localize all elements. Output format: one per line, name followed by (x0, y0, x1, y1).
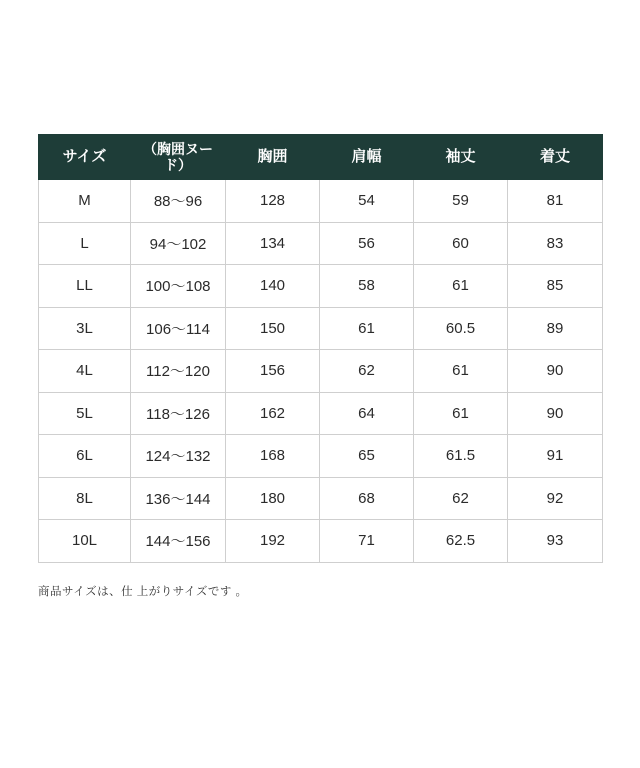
cell-bust: 128 (226, 180, 320, 223)
table-body (39, 180, 603, 563)
cell-size: 5L (39, 392, 131, 435)
cell-bust: 180 (226, 477, 320, 520)
cell-bust: 156 (226, 350, 320, 393)
cell-length: 81 (508, 180, 603, 223)
column-header-bust: 胸囲 (226, 135, 320, 180)
column-header-bust-nude: （胸囲ヌード） (131, 135, 226, 180)
cell-shoulder: 68 (320, 477, 414, 520)
cell-sleeve: 62 (414, 477, 508, 520)
cell-bust-nude: 112〜120 (131, 350, 226, 393)
cell-bust: 162 (226, 392, 320, 435)
cell-sleeve: 61.5 (414, 435, 508, 478)
cell-length: 90 (508, 392, 603, 435)
size-table (38, 134, 603, 563)
table-row (39, 265, 603, 308)
cell-size: M (39, 180, 131, 223)
cell-size: 10L (39, 520, 131, 563)
cell-bust: 150 (226, 307, 320, 350)
table-row (39, 520, 603, 563)
cell-bust: 192 (226, 520, 320, 563)
cell-length: 91 (508, 435, 603, 478)
cell-size: 8L (39, 477, 131, 520)
cell-sleeve: 62.5 (414, 520, 508, 563)
cell-bust: 134 (226, 222, 320, 265)
cell-bust-nude: 94〜102 (131, 222, 226, 265)
table-header-row (39, 135, 603, 180)
cell-bust: 140 (226, 265, 320, 308)
cell-bust-nude: 118〜126 (131, 392, 226, 435)
cell-shoulder: 58 (320, 265, 414, 308)
cell-sleeve: 60 (414, 222, 508, 265)
table-row (39, 222, 603, 265)
cell-sleeve: 61 (414, 350, 508, 393)
cell-length: 83 (508, 222, 603, 265)
cell-size: L (39, 222, 131, 265)
cell-shoulder: 54 (320, 180, 414, 223)
cell-size: 4L (39, 350, 131, 393)
column-header-shoulder: 肩幅 (320, 135, 414, 180)
cell-size: 3L (39, 307, 131, 350)
cell-bust-nude: 88〜96 (131, 180, 226, 223)
table-row (39, 180, 603, 223)
cell-size: 6L (39, 435, 131, 478)
table-row (39, 392, 603, 435)
size-chart-content (38, 134, 602, 599)
cell-length: 92 (508, 477, 603, 520)
cell-shoulder: 71 (320, 520, 414, 563)
cell-bust-nude: 100〜108 (131, 265, 226, 308)
cell-sleeve: 60.5 (414, 307, 508, 350)
table-row (39, 350, 603, 393)
cell-bust-nude: 136〜144 (131, 477, 226, 520)
cell-size: LL (39, 265, 131, 308)
cell-bust-nude: 106〜114 (131, 307, 226, 350)
table-header (39, 135, 603, 180)
column-header-sleeve: 袖丈 (414, 135, 508, 180)
cell-sleeve: 61 (414, 265, 508, 308)
cell-bust-nude: 124〜132 (131, 435, 226, 478)
cell-length: 85 (508, 265, 603, 308)
table-row (39, 307, 603, 350)
cell-shoulder: 65 (320, 435, 414, 478)
cell-length: 93 (508, 520, 603, 563)
cell-shoulder: 56 (320, 222, 414, 265)
cell-length: 89 (508, 307, 603, 350)
cell-sleeve: 59 (414, 180, 508, 223)
cell-bust: 168 (226, 435, 320, 478)
column-header-size: サイズ (39, 135, 131, 180)
cell-length: 90 (508, 350, 603, 393)
cell-shoulder: 62 (320, 350, 414, 393)
cell-shoulder: 64 (320, 392, 414, 435)
column-header-length: 着丈 (508, 135, 603, 180)
table-row (39, 435, 603, 478)
size-note: 商品サイズは、仕 上がりサイズです 。 (38, 585, 248, 598)
cell-sleeve: 61 (414, 392, 508, 435)
cell-shoulder: 61 (320, 307, 414, 350)
cell-bust-nude: 144〜156 (131, 520, 226, 563)
table-row (39, 477, 603, 520)
